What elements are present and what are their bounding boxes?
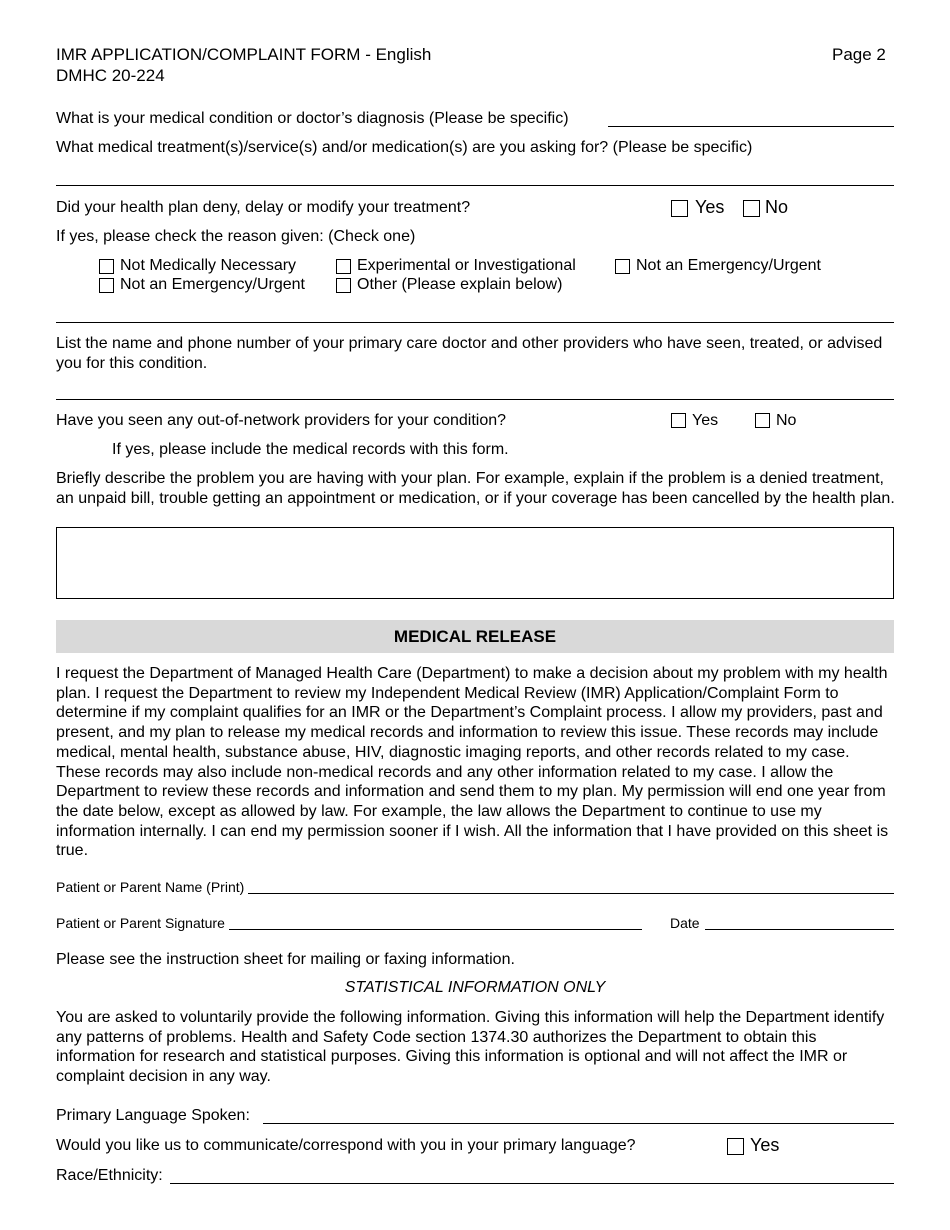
language-input-line[interactable] bbox=[263, 1123, 894, 1124]
reason-not-emergency-label: Not an Emergency/Urgent bbox=[120, 276, 305, 293]
divider bbox=[56, 322, 894, 323]
denial-yes-checkbox[interactable] bbox=[671, 200, 688, 217]
denial-question: Did your health plan deny, delay or modify your treatment? bbox=[56, 199, 471, 216]
condition-label: What is your medical condition or doctor’s diagnosis (Please be specific) bbox=[56, 110, 569, 127]
denial-yes-label: Yes bbox=[695, 197, 725, 217]
out-of-network-yes-checkbox[interactable] bbox=[671, 413, 686, 428]
reason-not-medically-necessary-checkbox[interactable] bbox=[99, 259, 114, 274]
reason-not-emergency-label-right: Not an Emergency/Urgent bbox=[636, 257, 821, 274]
reason-not-emergency-checkbox-right[interactable] bbox=[615, 259, 630, 274]
reason-not-medically-necessary-label: Not Medically Necessary bbox=[120, 257, 297, 274]
communicate-yes-checkbox[interactable] bbox=[727, 1138, 744, 1155]
denial-no-checkbox[interactable] bbox=[743, 200, 760, 217]
signature-input-line[interactable] bbox=[229, 929, 642, 930]
statistical-text: You are asked to voluntarily provide the following information. Giving this information will help the Department identify any patterns of problems. Health and Safety Code section 1374.30 authorizes the Department to obtain this information for research and statistical purposes. Giving this information is optional and will not affect the IMR or complaint decision in any way. bbox=[56, 1009, 885, 1086]
name-label: Patient or Parent Name (Print) bbox=[56, 879, 245, 895]
out-of-network-yes-label: Yes bbox=[692, 412, 719, 429]
out-of-network-question: Have you seen any out-of-network providers for your condition? bbox=[56, 412, 507, 429]
statistical-heading: STATISTICAL INFORMATION ONLY bbox=[344, 979, 606, 996]
communicate-yes-label: Yes bbox=[750, 1135, 780, 1155]
out-of-network-note: If yes, please include the medical records with this form. bbox=[112, 441, 509, 458]
form-number: DMHC 20-224 bbox=[56, 66, 165, 85]
out-of-network-no-checkbox[interactable] bbox=[755, 413, 770, 428]
name-input-line[interactable] bbox=[248, 893, 894, 894]
providers-input-line[interactable] bbox=[56, 399, 894, 400]
language-label: Primary Language Spoken: bbox=[56, 1107, 250, 1124]
signature-label: Patient or Parent Signature bbox=[56, 915, 225, 931]
race-label: Race/Ethnicity: bbox=[56, 1167, 163, 1184]
problem-label: Briefly describe the problem you are having with your plan. For example, explain if the problem is a denied treatment, an unpaid bill, trouble getting an appointment or medication, or if your coverage has been cancelled by the health plan. bbox=[56, 470, 895, 507]
date-input-line[interactable] bbox=[705, 929, 894, 930]
denial-no-label: No bbox=[765, 197, 789, 217]
treatment-label: What medical treatment(s)/service(s) and/or medication(s) are you asking for? (Please be specific) bbox=[56, 139, 753, 156]
condition-input-line[interactable] bbox=[608, 126, 894, 127]
reason-other-checkbox[interactable] bbox=[336, 278, 351, 293]
reason-not-emergency-checkbox[interactable] bbox=[99, 278, 114, 293]
medical-release-text: I request the Department of Managed Health Care (Department) to make a decision about my problem with my health plan. I request the Department to review my Independent Medical Review (IMR) Application/Complaint Form to determine if my complaint qualifies for an IMR or the Department’s Complaint process. I allow my providers, past and present, and my plan to release my medical records and information to review this issue. These records may include medical, mental health, substance abuse, HIV, diagnostic imaging reports, and other records related to my case. These records may also include non-medical records and any other information related to my case. I allow the Department to review these records and information and send them to my plan. My permission will end one year from the date below, except as allowed by law. For example, the law allows the Department to continue to use my information internally. I can end my permission sooner if I wish. All the information that I have provided on this sheet is true. bbox=[56, 665, 889, 860]
problem-textarea[interactable] bbox=[56, 527, 894, 599]
medical-release-heading: MEDICAL RELEASE bbox=[56, 620, 894, 653]
page-number: Page 2 bbox=[832, 45, 886, 64]
out-of-network-no-label: No bbox=[776, 412, 797, 429]
form-title: IMR APPLICATION/COMPLAINT FORM - English bbox=[56, 45, 432, 64]
race-input-line[interactable] bbox=[170, 1183, 894, 1184]
instructions-text: Please see the instruction sheet for mailing or faxing information. bbox=[56, 951, 515, 968]
reason-prompt: If yes, please check the reason given: (Check one) bbox=[56, 228, 416, 245]
communicate-question: Would you like us to communicate/correspond with you in your primary language? bbox=[56, 1137, 636, 1154]
reason-experimental-checkbox[interactable] bbox=[336, 259, 351, 274]
reason-experimental-label: Experimental or Investigational bbox=[357, 257, 576, 274]
treatment-input-line[interactable] bbox=[56, 185, 894, 186]
reason-other-label: Other (Please explain below) bbox=[357, 276, 563, 293]
date-label: Date bbox=[670, 915, 700, 931]
providers-label: List the name and phone number of your primary care doctor and other providers who have seen, treated, or advised you for this condition. bbox=[56, 335, 883, 372]
